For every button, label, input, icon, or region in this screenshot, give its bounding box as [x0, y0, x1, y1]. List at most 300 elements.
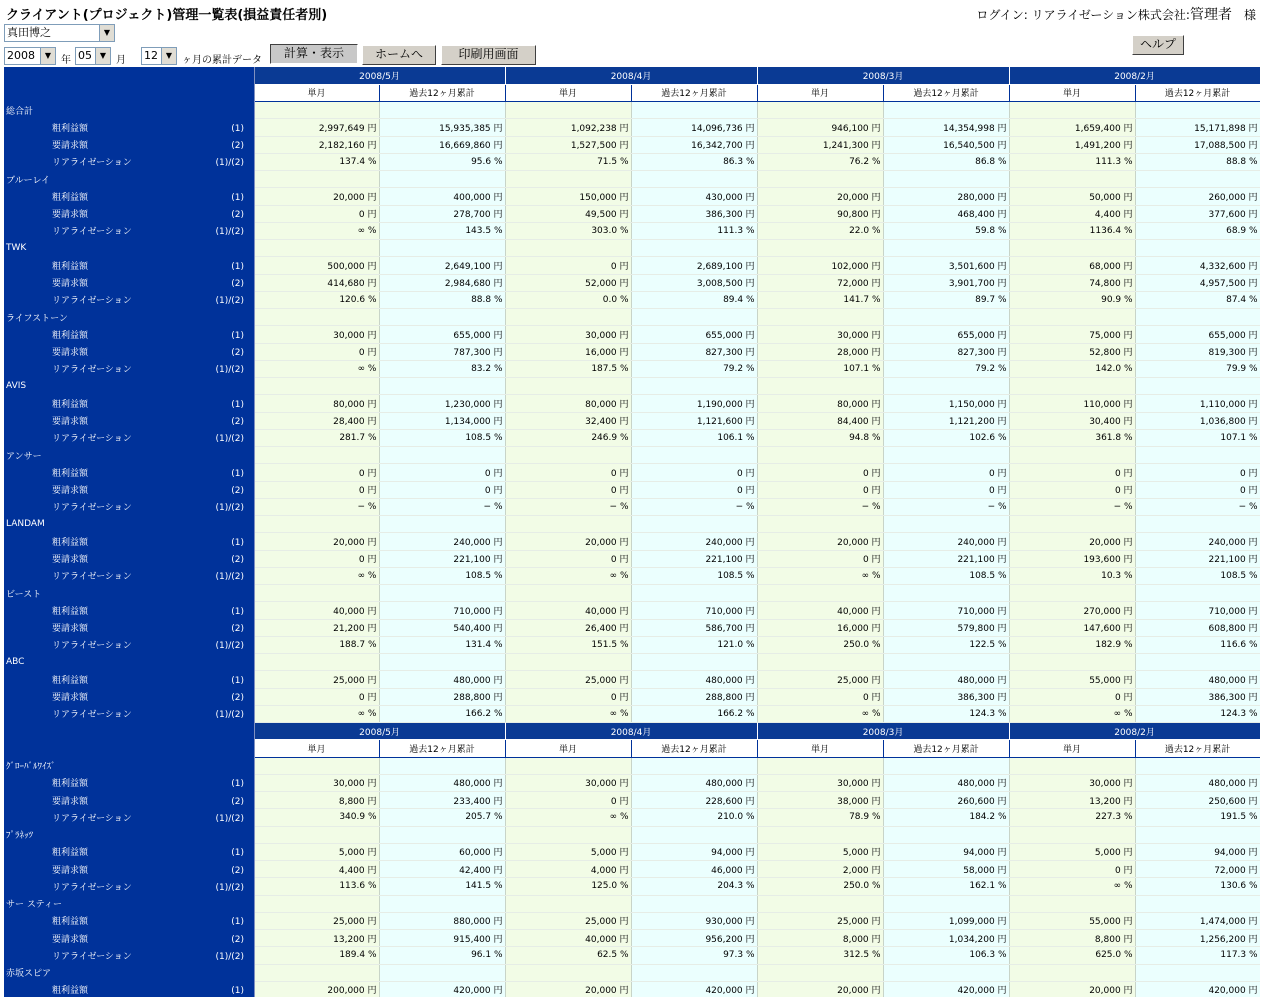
metric-label — [4, 705, 254, 722]
metric-ref: (1)/(2) — [215, 365, 244, 376]
empty-cell — [631, 447, 757, 464]
single-month-header: 単月 — [254, 740, 379, 757]
metric-name: リアライゼーション — [52, 882, 132, 893]
empty-cell — [1135, 964, 1260, 981]
value-cell: 710,000 円 — [883, 602, 1009, 619]
empty-cell — [1135, 102, 1260, 119]
value-cell: 278,700 円 — [379, 205, 505, 222]
table-row — [4, 981, 1260, 997]
value-cell: 400,000 円 — [379, 188, 505, 205]
value-cell: 25,000 円 — [505, 671, 631, 688]
value-cell: 250,600 円 — [1135, 792, 1260, 809]
metric-name: 粗利益額 — [52, 779, 89, 790]
value-cell: 86.8 % — [883, 153, 1009, 170]
table-row — [4, 360, 1260, 377]
person-select[interactable] — [4, 24, 115, 42]
value-cell: 0 円 — [883, 464, 1009, 481]
metric-name: リアライゼーション — [52, 503, 132, 514]
value-cell: 58,000 円 — [883, 861, 1009, 878]
group-name: ブルーレイ — [4, 171, 254, 188]
value-cell: 260,000 円 — [1135, 188, 1260, 205]
empty-cell — [1009, 585, 1135, 602]
table-row — [4, 257, 1260, 274]
empty-cell — [631, 964, 757, 981]
empty-cell — [631, 171, 757, 188]
value-cell: 20,000 円 — [757, 188, 883, 205]
empty-cell — [631, 516, 757, 533]
metric-name: 粗利益額 — [52, 399, 89, 410]
value-cell: 151.5 % — [505, 636, 631, 653]
empty-cell — [1135, 585, 1260, 602]
group-name: 総合計 — [4, 102, 254, 119]
table-row — [4, 429, 1260, 446]
empty-cell — [379, 447, 505, 464]
empty-cell — [631, 102, 757, 119]
empty-cell — [883, 516, 1009, 533]
metric-name: 要請求額 — [52, 486, 89, 497]
metric-label — [4, 636, 254, 653]
metric-label — [4, 550, 254, 567]
empty-cell — [1135, 378, 1260, 395]
value-cell: 480,000 円 — [883, 671, 1009, 688]
value-cell: 915,400 円 — [379, 930, 505, 947]
empty-cell — [757, 895, 883, 912]
period-header-row — [4, 723, 1260, 740]
metric-label — [4, 188, 254, 205]
value-cell: 0 円 — [254, 550, 379, 567]
value-cell: 5,000 円 — [505, 843, 631, 860]
value-cell: 79.9 % — [1135, 360, 1260, 377]
value-cell: 710,000 円 — [379, 602, 505, 619]
value-cell: 0 円 — [631, 464, 757, 481]
metric-ref: (1) — [231, 986, 244, 997]
header-corner — [4, 740, 254, 757]
value-cell: 147,600 円 — [1009, 619, 1135, 636]
value-cell: 90.9 % — [1009, 291, 1135, 308]
group-row — [4, 447, 1260, 464]
value-cell: 14,096,736 円 — [631, 119, 757, 136]
login-prefix: ログイン: リアライゼーション株式会社: — [976, 8, 1190, 22]
value-cell: ∞ % — [757, 705, 883, 722]
value-cell: 270,000 円 — [1009, 602, 1135, 619]
empty-cell — [883, 447, 1009, 464]
value-cell: 124.3 % — [883, 705, 1009, 722]
metric-label — [4, 602, 254, 619]
metric-ref: (1)/(2) — [215, 951, 244, 962]
empty-cell — [631, 309, 757, 326]
person-select-value: 真田博之 — [7, 26, 51, 39]
value-cell: 420,000 円 — [883, 981, 1009, 997]
metric-label — [4, 291, 254, 308]
empty-cell — [505, 654, 631, 671]
month-select-value: 05 — [78, 49, 92, 62]
month-select[interactable] — [75, 47, 111, 65]
value-cell: 52,800 円 — [1009, 343, 1135, 360]
empty-cell — [757, 171, 883, 188]
table-row — [4, 947, 1260, 964]
value-cell: 8,800 円 — [254, 792, 379, 809]
empty-cell — [505, 585, 631, 602]
value-cell: ∞ % — [1009, 878, 1135, 895]
value-cell: 880,000 円 — [379, 912, 505, 929]
empty-cell — [505, 102, 631, 119]
value-cell: 150,000 円 — [505, 188, 631, 205]
value-cell: 228,600 円 — [631, 792, 757, 809]
value-cell: 107.1 % — [757, 360, 883, 377]
group-row — [4, 516, 1260, 533]
metric-name: リアライゼーション — [52, 572, 132, 583]
value-cell: 122.5 % — [883, 636, 1009, 653]
value-cell: 625.0 % — [1009, 947, 1135, 964]
group-row — [4, 964, 1260, 981]
group-name: ﾌﾟﾗﾈｯﾂ — [4, 826, 254, 843]
value-cell: 0 円 — [505, 464, 631, 481]
empty-cell — [757, 309, 883, 326]
empty-cell — [883, 102, 1009, 119]
empty-cell — [631, 826, 757, 843]
value-cell: 655,000 円 — [883, 326, 1009, 343]
value-cell: 97.3 % — [631, 947, 757, 964]
value-cell: 21,200 円 — [254, 619, 379, 636]
group-name: ビースト — [4, 585, 254, 602]
value-cell: 76.2 % — [757, 153, 883, 170]
value-cell: 20,000 円 — [757, 981, 883, 997]
value-cell: 8,800 円 — [1009, 930, 1135, 947]
value-cell: ∞ % — [1009, 705, 1135, 722]
metric-name: 粗利益額 — [52, 917, 89, 928]
value-cell: 86.3 % — [631, 153, 757, 170]
value-cell: 0 円 — [254, 481, 379, 498]
empty-cell — [379, 654, 505, 671]
value-cell: 89.7 % — [883, 291, 1009, 308]
metric-name: 粗利益額 — [52, 537, 89, 548]
value-cell: − % — [757, 498, 883, 515]
group-row — [4, 102, 1260, 119]
metric-name: 要請求額 — [52, 279, 89, 290]
metric-name: 粗利益額 — [52, 330, 89, 341]
empty-cell — [757, 102, 883, 119]
value-cell: 25,000 円 — [505, 912, 631, 929]
metric-name: 要請求額 — [52, 555, 89, 566]
empty-cell — [254, 654, 379, 671]
single-month-header: 単月 — [505, 740, 631, 757]
value-cell: 1,230,000 円 — [379, 395, 505, 412]
value-cell: 827,300 円 — [883, 343, 1009, 360]
empty-cell — [883, 378, 1009, 395]
metric-ref: (1)/(2) — [215, 158, 244, 169]
metric-ref: (2) — [231, 279, 244, 290]
metric-label — [4, 981, 254, 997]
value-cell: 193,600 円 — [1009, 550, 1135, 567]
table-row — [4, 636, 1260, 653]
value-cell: 827,300 円 — [631, 343, 757, 360]
empty-cell — [1135, 895, 1260, 912]
table-row — [4, 792, 1260, 809]
cumulative-header: 過去12ヶ月累計 — [631, 84, 757, 101]
metric-ref: (1) — [231, 468, 244, 479]
value-cell: 1136.4 % — [1009, 222, 1135, 239]
value-cell: 16,669,860 円 — [379, 136, 505, 153]
months-count-select[interactable] — [141, 47, 177, 65]
table-row — [4, 550, 1260, 567]
value-cell: 0 円 — [1009, 464, 1135, 481]
metric-label — [4, 861, 254, 878]
metric-label — [4, 878, 254, 895]
value-cell: 189.4 % — [254, 947, 379, 964]
value-cell: 227.3 % — [1009, 809, 1135, 826]
value-cell: 233,400 円 — [379, 792, 505, 809]
empty-cell — [1135, 757, 1260, 774]
metric-label — [4, 153, 254, 170]
cumulative-header: 過去12ヶ月累計 — [883, 740, 1009, 757]
value-cell: 1,256,200 円 — [1135, 930, 1260, 947]
chevron-down-icon: ▼ — [161, 48, 176, 64]
value-cell: 108.5 % — [379, 567, 505, 584]
value-cell: 655,000 円 — [379, 326, 505, 343]
value-cell: 946,100 円 — [757, 119, 883, 136]
table-row — [4, 809, 1260, 826]
value-cell: 89.4 % — [631, 291, 757, 308]
metric-name: 粗利益額 — [52, 468, 89, 479]
print-view-button[interactable]: 印刷用画面 — [441, 45, 536, 65]
metric-name: リアライゼーション — [52, 641, 132, 652]
metric-label — [4, 222, 254, 239]
empty-cell — [1009, 309, 1135, 326]
value-cell: 480,000 円 — [631, 671, 757, 688]
empty-cell — [1135, 309, 1260, 326]
value-cell: ∞ % — [254, 567, 379, 584]
empty-cell — [254, 757, 379, 774]
empty-cell — [379, 516, 505, 533]
period-header: 2008/5月 — [254, 723, 505, 740]
value-cell: 3,501,600 円 — [883, 257, 1009, 274]
value-cell: 182.9 % — [1009, 636, 1135, 653]
value-cell: 221,100 円 — [379, 550, 505, 567]
value-cell: 420,000 円 — [379, 981, 505, 997]
empty-cell — [379, 757, 505, 774]
value-cell: 15,935,385 円 — [379, 119, 505, 136]
value-cell: 25,000 円 — [757, 912, 883, 929]
value-cell: 42,400 円 — [379, 861, 505, 878]
empty-cell — [1009, 378, 1135, 395]
table-row — [4, 412, 1260, 429]
metric-label — [4, 809, 254, 826]
value-cell: 386,300 円 — [1135, 688, 1260, 705]
value-cell: 787,300 円 — [379, 343, 505, 360]
table-row — [4, 481, 1260, 498]
metric-ref: (2) — [231, 624, 244, 635]
value-cell: 2,984,680 円 — [379, 274, 505, 291]
metric-label — [4, 774, 254, 791]
empty-cell — [254, 309, 379, 326]
metric-name: 粗利益額 — [52, 261, 89, 272]
group-row — [4, 757, 1260, 774]
group-name: ABC — [4, 654, 254, 671]
metric-label — [4, 843, 254, 860]
value-cell: 312.5 % — [757, 947, 883, 964]
value-cell: 480,000 円 — [1135, 774, 1260, 791]
metric-label — [4, 567, 254, 584]
metric-name: リアライゼーション — [52, 434, 132, 445]
value-cell: 108.5 % — [1135, 567, 1260, 584]
value-cell: 22.0 % — [757, 222, 883, 239]
table-row — [4, 843, 1260, 860]
metric-name: リアライゼーション — [52, 951, 132, 962]
value-cell: − % — [1135, 498, 1260, 515]
value-cell: 221,100 円 — [1135, 550, 1260, 567]
empty-cell — [254, 447, 379, 464]
value-cell: 141.7 % — [757, 291, 883, 308]
value-cell: 16,540,500 円 — [883, 136, 1009, 153]
value-cell: 16,000 円 — [505, 343, 631, 360]
empty-cell — [1135, 654, 1260, 671]
metric-label — [4, 395, 254, 412]
value-cell: 0 円 — [505, 792, 631, 809]
metric-ref: (1)/(2) — [215, 813, 244, 824]
year-select[interactable] — [4, 47, 56, 65]
value-cell: 121.0 % — [631, 636, 757, 653]
cumulative-header: 過去12ヶ月累計 — [1135, 84, 1260, 101]
value-cell: − % — [631, 498, 757, 515]
table-row — [4, 671, 1260, 688]
metric-ref: (1) — [231, 848, 244, 859]
cumulative-header: 過去12ヶ月累計 — [883, 84, 1009, 101]
cumulative-header: 過去12ヶ月累計 — [379, 84, 505, 101]
value-cell: 1,474,000 円 — [1135, 912, 1260, 929]
empty-cell — [757, 654, 883, 671]
period-header: 2008/5月 — [254, 67, 505, 84]
value-cell: 1,659,400 円 — [1009, 119, 1135, 136]
metric-name: 粗利益額 — [52, 192, 89, 203]
value-cell: 4,400 円 — [1009, 205, 1135, 222]
empty-cell — [379, 826, 505, 843]
value-cell: 111.3 % — [1009, 153, 1135, 170]
empty-cell — [1135, 516, 1260, 533]
value-cell: 2,000 円 — [757, 861, 883, 878]
login-user: 管理者 — [1189, 7, 1232, 23]
value-cell: 30,000 円 — [505, 774, 631, 791]
metric-ref: (2) — [231, 348, 244, 359]
value-cell: 240,000 円 — [631, 533, 757, 550]
empty-cell — [1009, 964, 1135, 981]
empty-cell — [631, 585, 757, 602]
value-cell: ∞ % — [757, 567, 883, 584]
empty-cell — [379, 895, 505, 912]
value-cell: 340.9 % — [254, 809, 379, 826]
empty-cell — [505, 757, 631, 774]
value-cell: 108.5 % — [883, 567, 1009, 584]
value-cell: 72,000 円 — [1135, 861, 1260, 878]
value-cell: 1,134,000 円 — [379, 412, 505, 429]
table-row — [4, 343, 1260, 360]
value-cell: 142.0 % — [1009, 360, 1135, 377]
metric-name: 要請求額 — [52, 693, 89, 704]
value-cell: 26,400 円 — [505, 619, 631, 636]
value-cell: 55,000 円 — [1009, 671, 1135, 688]
value-cell: 260,600 円 — [883, 792, 1009, 809]
value-cell: ∞ % — [254, 705, 379, 722]
value-cell: 0.0 % — [505, 291, 631, 308]
value-cell: 5,000 円 — [757, 843, 883, 860]
value-cell: 1,121,600 円 — [631, 412, 757, 429]
value-cell: 102.6 % — [883, 429, 1009, 446]
empty-cell — [883, 240, 1009, 257]
empty-cell — [757, 964, 883, 981]
empty-cell — [254, 378, 379, 395]
metric-label — [4, 912, 254, 929]
metric-ref: (2) — [231, 210, 244, 221]
table-row — [4, 533, 1260, 550]
empty-cell — [379, 240, 505, 257]
metric-name: 要請求額 — [52, 624, 89, 635]
value-cell: 4,957,500 円 — [1135, 274, 1260, 291]
value-cell: 0 円 — [254, 688, 379, 705]
value-cell: 414,680 円 — [254, 274, 379, 291]
value-cell: 166.2 % — [631, 705, 757, 722]
value-cell: 94,000 円 — [1135, 843, 1260, 860]
value-cell: − % — [883, 498, 1009, 515]
metric-name: リアライゼーション — [52, 710, 132, 721]
value-cell: − % — [379, 498, 505, 515]
table-row — [4, 619, 1260, 636]
value-cell: 246.9 % — [505, 429, 631, 446]
metric-name: 要請求額 — [52, 417, 89, 428]
calc-display-button[interactable]: 計算・表示 — [270, 44, 358, 64]
empty-cell — [1009, 516, 1135, 533]
metric-label — [4, 326, 254, 343]
value-cell: 68.9 % — [1135, 222, 1260, 239]
metric-name: 要請求額 — [52, 210, 89, 221]
value-cell: 430,000 円 — [631, 188, 757, 205]
help-button[interactable]: ヘルプ — [1132, 35, 1184, 55]
value-cell: 87.4 % — [1135, 291, 1260, 308]
value-cell: 88.8 % — [379, 291, 505, 308]
chevron-down-icon: ▼ — [99, 25, 114, 41]
header-corner — [4, 84, 254, 101]
table-row — [4, 326, 1260, 343]
value-cell: 710,000 円 — [631, 602, 757, 619]
value-cell: 480,000 円 — [379, 671, 505, 688]
value-cell: 0 円 — [379, 481, 505, 498]
empty-cell — [1009, 447, 1135, 464]
metric-name: 粗利益額 — [52, 848, 89, 859]
metric-label — [4, 205, 254, 222]
value-cell: 79.2 % — [883, 360, 1009, 377]
value-cell: 40,000 円 — [254, 602, 379, 619]
value-cell: 210.0 % — [631, 809, 757, 826]
value-cell: 94,000 円 — [883, 843, 1009, 860]
metric-ref: (2) — [231, 865, 244, 876]
value-cell: 480,000 円 — [1135, 671, 1260, 688]
table-row — [4, 912, 1260, 929]
home-button[interactable]: ホームへ — [362, 45, 436, 65]
metric-name: 要請求額 — [52, 141, 89, 152]
value-cell: 1,092,238 円 — [505, 119, 631, 136]
table-row — [4, 136, 1260, 153]
value-cell: 1,150,000 円 — [883, 395, 1009, 412]
single-month-header: 単月 — [1009, 740, 1135, 757]
value-cell: 0 円 — [379, 464, 505, 481]
value-cell: 130.6 % — [1135, 878, 1260, 895]
metric-ref: (1) — [231, 399, 244, 410]
value-cell: 655,000 円 — [1135, 326, 1260, 343]
empty-cell — [1009, 826, 1135, 843]
value-cell: 303.0 % — [505, 222, 631, 239]
empty-cell — [757, 447, 883, 464]
value-cell: 4,400 円 — [254, 861, 379, 878]
empty-cell — [505, 171, 631, 188]
empty-cell — [883, 964, 1009, 981]
